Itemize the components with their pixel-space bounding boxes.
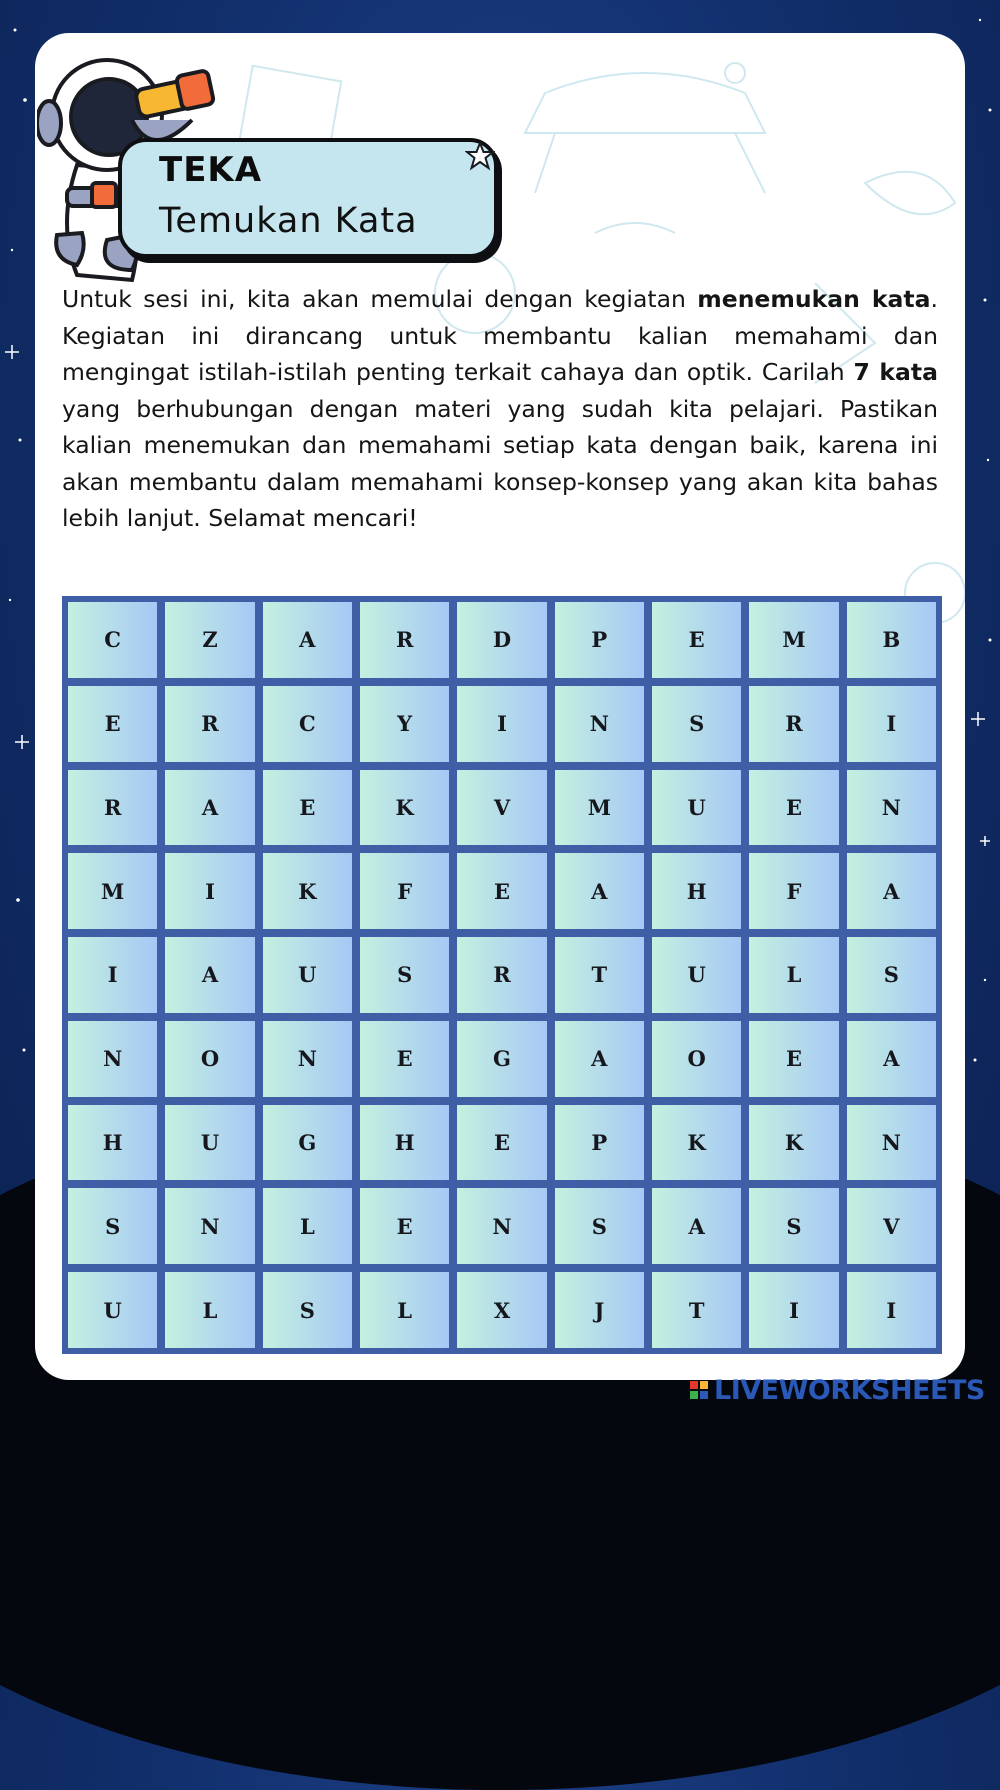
grid-cell[interactable]: I — [457, 686, 546, 762]
grid-cell[interactable]: A — [165, 937, 254, 1013]
grid-cell[interactable]: G — [457, 1021, 546, 1097]
grid-cell[interactable]: B — [847, 602, 936, 678]
page-subtitle: Temukan Kata — [159, 201, 418, 241]
grid-cell[interactable]: U — [68, 1272, 157, 1348]
grid-cell[interactable]: E — [68, 686, 157, 762]
grid-cell[interactable]: R — [360, 602, 449, 678]
grid-cell[interactable]: L — [749, 937, 838, 1013]
grid-cell[interactable]: T — [555, 937, 644, 1013]
grid-cell[interactable]: S — [263, 1272, 352, 1348]
grid-cell[interactable]: J — [555, 1272, 644, 1348]
grid-cell[interactable]: R — [68, 770, 157, 846]
grid-cell[interactable]: N — [68, 1021, 157, 1097]
grid-cell[interactable]: R — [165, 686, 254, 762]
grid-cell[interactable]: L — [263, 1188, 352, 1264]
grid-cell[interactable]: L — [360, 1272, 449, 1348]
grid-cell[interactable]: E — [457, 853, 546, 929]
grid-cell[interactable]: M — [749, 602, 838, 678]
grid-cell[interactable]: K — [749, 1105, 838, 1181]
grid-cell[interactable]: A — [652, 1188, 741, 1264]
grid-cell[interactable]: U — [263, 937, 352, 1013]
grid-cell[interactable]: S — [360, 937, 449, 1013]
worksheet-card — [35, 33, 965, 1380]
grid-cell[interactable]: C — [263, 686, 352, 762]
grid-cell[interactable]: A — [555, 853, 644, 929]
grid-cell[interactable]: X — [457, 1272, 546, 1348]
grid-cell[interactable]: F — [360, 853, 449, 929]
grid-cell[interactable]: U — [652, 770, 741, 846]
intro-bold-1: menemukan kata — [697, 285, 931, 313]
grid-cell[interactable]: D — [457, 602, 546, 678]
grid-cell[interactable]: N — [165, 1188, 254, 1264]
grid-cell[interactable]: E — [360, 1021, 449, 1097]
grid-cell[interactable]: K — [263, 853, 352, 929]
grid-cell[interactable]: I — [165, 853, 254, 929]
grid-cell[interactable]: O — [165, 1021, 254, 1097]
liveworksheets-watermark — [690, 1372, 985, 1408]
grid-cell[interactable]: I — [749, 1272, 838, 1348]
grid-cell[interactable]: S — [847, 937, 936, 1013]
grid-cell[interactable]: U — [652, 937, 741, 1013]
grid-cell[interactable]: Z — [165, 602, 254, 678]
grid-cell[interactable]: I — [68, 937, 157, 1013]
watermark-text: LIVEWORKSHEETS — [714, 1374, 985, 1406]
page-title: TEKA — [159, 150, 263, 190]
grid-cell[interactable]: K — [360, 770, 449, 846]
grid-cell[interactable]: R — [749, 686, 838, 762]
grid-cell[interactable]: E — [749, 770, 838, 846]
grid-cell[interactable]: H — [652, 853, 741, 929]
grid-cell[interactable]: N — [847, 1105, 936, 1181]
grid-cell[interactable]: H — [68, 1105, 157, 1181]
intro-text-1: Untuk sesi ini, kita akan memulai dengan kegiatan — [62, 285, 698, 313]
grid-cell[interactable]: H — [360, 1105, 449, 1181]
grid-cell[interactable]: E — [360, 1188, 449, 1264]
grid-cell[interactable]: E — [652, 602, 741, 678]
grid-cell[interactable]: S — [749, 1188, 838, 1264]
liveworksheets-logo-icon — [690, 1381, 708, 1399]
grid-cell[interactable]: N — [847, 770, 936, 846]
grid-cell[interactable]: A — [165, 770, 254, 846]
grid-cell[interactable]: T — [652, 1272, 741, 1348]
grid-cell[interactable]: Y — [360, 686, 449, 762]
intro-text-2: . Kegiatan ini dirancang untuk membantu kalian memahami dan mengingat istilah-istilah penting terkait cahaya dan optik. Carilah — [62, 285, 938, 386]
grid-cell[interactable]: E — [263, 770, 352, 846]
intro-bold-2: 7 kata — [853, 358, 938, 386]
grid-cell[interactable]: U — [165, 1105, 254, 1181]
grid-cell[interactable]: S — [555, 1188, 644, 1264]
grid-cell[interactable]: L — [165, 1272, 254, 1348]
grid-cell[interactable]: P — [555, 602, 644, 678]
intro-text-3: yang berhubungan dengan materi yang sudah kita pelajari. Pastikan kalian menemukan dan memahami setiap kata dengan baik, karena ini akan membantu dalam memahami konsep-konsep yang akan kita bahas lebih lanjut. Selamat mencari! — [62, 394, 938, 532]
grid-cell[interactable]: A — [847, 853, 936, 929]
grid-cell[interactable]: N — [263, 1021, 352, 1097]
grid-cell[interactable]: P — [555, 1105, 644, 1181]
grid-cell[interactable]: V — [847, 1188, 936, 1264]
grid-cell[interactable]: O — [652, 1021, 741, 1097]
grid-cell[interactable]: F — [749, 853, 838, 929]
grid-cell[interactable]: A — [555, 1021, 644, 1097]
grid-cell[interactable]: N — [457, 1188, 546, 1264]
word-search-grid — [62, 596, 942, 1354]
grid-cell[interactable]: R — [457, 937, 546, 1013]
grid-cell[interactable]: N — [555, 686, 644, 762]
grid-cell[interactable]: V — [457, 770, 546, 846]
grid-cell[interactable]: E — [749, 1021, 838, 1097]
grid-cell[interactable]: G — [263, 1105, 352, 1181]
grid-cell[interactable]: E — [457, 1105, 546, 1181]
grid-cell[interactable]: M — [68, 853, 157, 929]
instructions-paragraph — [62, 281, 938, 537]
grid-cell[interactable]: A — [847, 1021, 936, 1097]
grid-cell[interactable]: I — [847, 1272, 936, 1348]
grid-cell[interactable]: C — [68, 602, 157, 678]
grid-cell[interactable]: A — [263, 602, 352, 678]
grid-cell[interactable]: M — [555, 770, 644, 846]
star-icon — [465, 141, 495, 171]
grid-cell[interactable]: S — [68, 1188, 157, 1264]
grid-cell[interactable]: I — [847, 686, 936, 762]
grid-cell[interactable]: S — [652, 686, 741, 762]
grid-cell[interactable]: K — [652, 1105, 741, 1181]
